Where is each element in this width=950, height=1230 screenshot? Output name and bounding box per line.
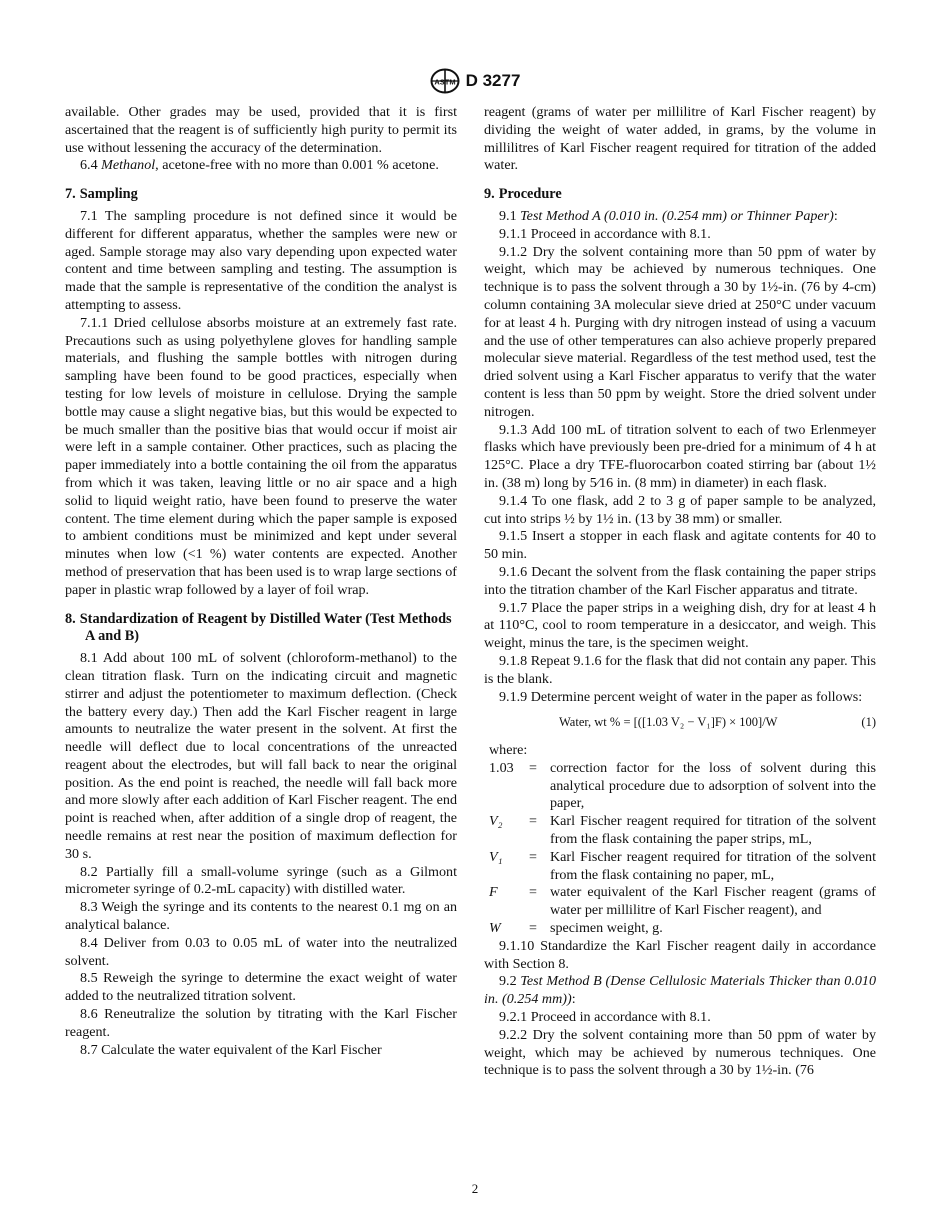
section-heading-9: 9. Procedure [484,186,562,203]
paragraph-9-2-2: 9.2.2 Dry the solvent containing more than 50 ppm of water by weight, which may be achieved by numerous techniques. One technique is to pass the solvent through a 30 by 1½-in. (76 [484,1026,876,1079]
definition-symbol: V₂ [489,813,503,830]
paragraph-8-7: 8.7 Calculate the water equivalent of the Karl Fischer [80,1041,382,1058]
definition-text: specimen weight, g. [550,920,663,937]
paragraph-8-2: 8.2 Partially fill a small-volume syringe (such as a Gilmont micrometer syringe of 0.2-mL capacity) with distilled water. [65,863,457,898]
definition-row [484,884,876,920]
paragraph-8-3: 8.3 Weigh the syringe and its contents to the nearest 0.1 mg on an analytical balance. [65,899,457,934]
paragraph-8-1: 8.1 Add about 100 mL of solvent (chloroform-methanol) to the clean titration flask. Turn on the indicating circuit and magnetic stirrer and adjust the potentiometer to maximum deflection. (Check the battery every day.) Then add the Karl Fischer reagent in large amounts to neutralize the water present in the solvent. At first the needle will deflect due to local concentrations of the unreacted reagent about the electrodes, but will fall back to near the original position. As the end point is reached, the needle will fall back more and more slowly after each addition of Karl Fischer reagent. The end point is reached when, after addition of a single drop of reagent, the needle remains at rest near the position of maximum deflection for 30 s. [65,650,457,862]
paragraph-6-4: 6.4 Methanol, acetone-free with no more than 0.001 % acetone. [80,157,439,174]
paragraph-9-1-5: 9.1.5 Insert a stopper in each flask and agitate contents for 40 to 50 min. [484,528,876,563]
definition-text: Karl Fischer reagent required for titration of the solvent from the flask containing the paper strips, mL, [550,813,876,848]
section-heading-8: 8. Standardization of Reagent by Distilled Water (Test Methods A and B) [65,610,452,645]
definition-symbol: V₁ [489,848,503,865]
paragraph-7-1: 7.1 The sampling procedure is not defined since it would be different for different apparatus, whether the samples were new or aged. Sample storage may also vary depending upon expected water content and time between sampling and testing. The assumption is made that the sample is representative of the condition the analyst is attempting to assess. [65,207,457,313]
definition-text: Karl Fischer reagent required for titration of the solvent from the flask containing no paper, mL, [550,848,876,883]
paragraph-8-7-continued: reagent (grams of water per millilitre of Karl Fischer reagent) by dividing the weight of water added, in grams, by the volume in millilitres of Karl Fischer reagent required for titration of the added water. [484,104,876,174]
definition-symbol: W [489,920,501,937]
paragraph-8-5: 8.5 Reweigh the syringe to determine the exact weight of water added to the neutralized titration solvent. [65,970,457,1005]
definition-equals: = [529,813,537,830]
equation-1 [484,714,876,732]
document-designation: D 3277 [465,71,521,90]
paragraph-9-1-2: 9.1.2 Dry the solvent containing more than 50 ppm of water by weight, which may be achieved by numerous techniques. One technique is to pass the solvent through a 30 by 1½-in. (76 by 4-cm) column containing 3A molecular sieve dried at 250°C under vacuum for at least 4 h. Purging with dry nitrogen instead of using a vacuum and the use of other temperatures can also achieve properly prepared molecular sieve material. Regardless of the test method used, test the dried solvent using a Karl Fischer apparatus to verify that the water content is less than 50 ppm by weight. Store the dried solvent under nitrogen. [484,243,876,420]
equation-expression: Water, wt % = [([1.03 V₂ − V₁]F) × 100]/W [559,715,778,730]
paragraph-9-1-10: 9.1.10 Standardize the Karl Fischer reagent daily in accordance with Section 8. [484,937,876,972]
definition-text: water equivalent of the Karl Fischer reagent (grams of water per millilitre of Karl Fischer reagent), and [550,884,876,919]
paragraph-9-1-8: 9.1.8 Repeat 9.1.6 for the flask that did not contain any paper. This is the blank. [484,652,876,687]
paragraph-9-1-1: 9.1.1 Proceed in accordance with 8.1. [499,225,711,242]
definition-row [484,760,876,813]
paragraph-9-1-6: 9.1.6 Decant the solvent from the flask containing the paper strips into the titration chamber of the Karl Fischer apparatus and titrate. [484,563,876,598]
paragraph: available. Other grades may be used, provided that it is first ascertained that the reagent is of sufficiently high purity to permit its use without lessening the accuracy of the determination. [65,104,457,156]
section-heading-7: 7. Sampling [65,186,138,203]
astm-logo-icon [430,68,460,94]
definition-row [484,813,876,849]
page-header [0,68,950,94]
where-label: where: [489,742,528,759]
paragraph-9-1-9: 9.1.9 Determine percent weight of water in the paper as follows: [499,688,863,705]
paragraph-9-2-1: 9.2.1 Proceed in accordance with 8.1. [499,1009,711,1026]
paragraph-9-2: 9.2 Test Method B (Dense Cellulosic Materials Thicker than 0.010 in. (0.254 mm)): [484,973,876,1008]
definition-row [484,920,876,938]
equation-number: (1) [861,715,876,730]
definition-equals: = [529,920,537,937]
svg-text:ASTM: ASTM [433,77,456,87]
definition-symbol: F [489,884,498,901]
page-number: 2 [471,1181,479,1196]
definition-row [484,849,876,885]
paragraph-7-1-1: 7.1.1 Dried cellulose absorbs moisture at an extremely fast rate. Precautions such as using polyethylene gloves for handling sample materials, and flushing the sample bottles with nitrogen during sampling have been found to be good practices, especially when testing for low levels of moisture in cellulose. Drying the sample bottle may cause a slight negative bias, but this would be expected to be much smaller than the positive bias that would occur if moist air were left in a sample container. Other practices, such as placing the paper immediately into a bottle containing the oil from the apparatus from which it was taken, leaving little or no air space and a high solid to liquid weight ratio, have been found to preserve the water content. The time element during which the paper sample is exposed to ambient conditions must be minimized and kept under several minutes when low (<1 %) water contents are expected. Another method of preservation that has been used is to wrap large sections of paper in plastic wrap followed by a layer of foil wrap. [65,314,457,598]
left-column [65,104,457,1059]
definition-equals: = [529,884,537,901]
paragraph-9-1-7: 9.1.7 Place the paper strips in a weighing dish, dry for at least 4 h at 110°C, cool to room temperature in a desiccator, and weigh. This weight, minus the tare, is the specimen weight. [484,599,876,652]
definition-text: correction factor for the loss of solvent during this analytical procedure due to adsorption of solvent into the paper, [550,759,876,812]
paragraph-9-1: 9.1 Test Method A (0.010 in. (0.254 mm) or Thinner Paper): [499,207,838,224]
paragraph-8-4: 8.4 Deliver from 0.03 to 0.05 mL of water into the neutralized solvent. [65,934,457,969]
paragraph-9-1-4: 9.1.4 To one flask, add 2 to 3 g of paper sample to be analyzed, cut into strips ½ by 1½ in. (13 by 38 mm) or smaller. [484,492,876,527]
definition-equals: = [529,759,537,776]
definition-equals: = [529,848,537,865]
paragraph-9-1-3: 9.1.3 Add 100 mL of titration solvent to each of two Erlenmeyer flasks which have previously been pre-dried for a minimum of 4 h at 125°C. Place a dry TFE-fluorocarbon coated stirring bar (about 1½ in. (38 m) long by 5⁄16 in. (8 mm) in diameter) in each flask. [484,421,876,491]
variable-definitions [484,760,876,938]
paragraph-8-6: 8.6 Reneutralize the solution by titrating with the Karl Fischer reagent. [65,1006,457,1040]
right-column [484,104,876,1080]
definition-symbol: 1.03 [489,759,514,776]
